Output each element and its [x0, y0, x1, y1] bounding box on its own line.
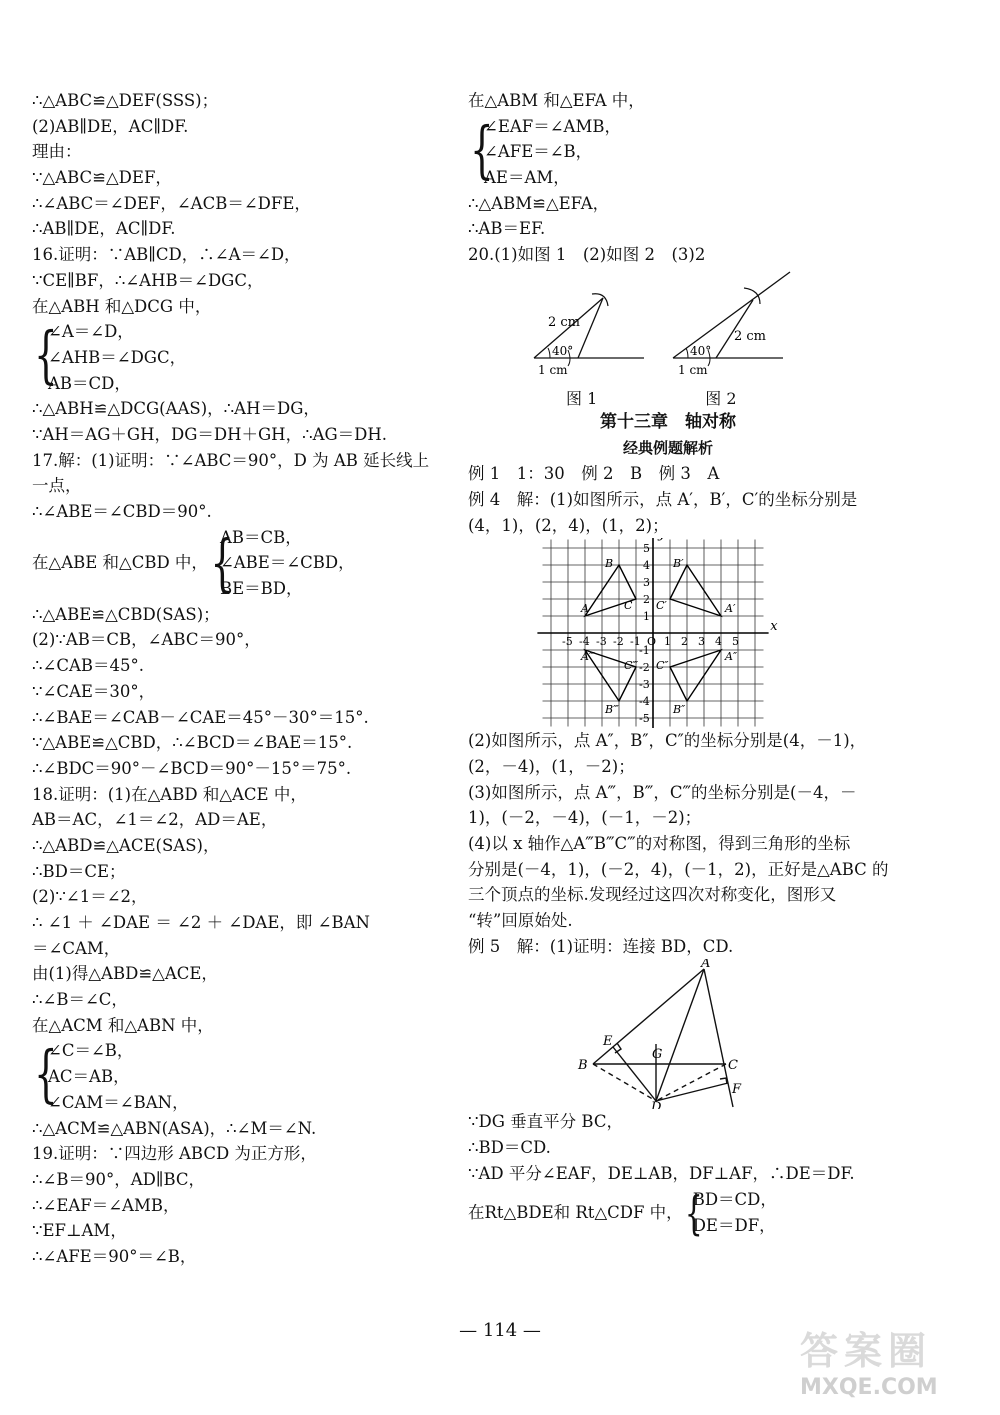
construction-figures-svg — [468, 268, 868, 388]
text-line: ∴△ACM≌△ABN(ASA)，∴∠M＝∠N. — [32, 1118, 317, 1138]
point-label: B‴ — [605, 703, 619, 717]
text-line: ∵AD 平分∠EAF，DE⊥AB，DF⊥AF，∴DE＝DF. — [468, 1163, 855, 1183]
point-label: A′ — [725, 602, 736, 616]
figure-1 — [534, 294, 644, 377]
text-line: AB＝AC，∠1＝∠2，AD＝AE， — [32, 810, 278, 830]
x-tick-label: -5 — [562, 635, 573, 649]
text-line: ∴∠B＝90°，AD∥BC， — [32, 1169, 206, 1189]
point-label: C′ — [656, 599, 667, 613]
text-line: 19.证明：∵四边形 ABCD 为正方形， — [32, 1144, 317, 1164]
y-tick-label: -3 — [639, 678, 650, 692]
text-line: ∴∠EAF＝∠AMB， — [32, 1195, 180, 1215]
geo-label-E: E — [603, 1034, 613, 1050]
text-line: ∴∠ABE＝∠CBD＝90°. — [32, 502, 212, 521]
text-line: 三个顶点的坐标.发现经过这四次对称变化，图形又 — [468, 885, 837, 905]
point-label: C — [624, 599, 633, 613]
text-line: 18.证明：(1)在△ABD 和△ACE 中， — [32, 784, 307, 804]
geo-label-C: C — [728, 1058, 738, 1074]
x-tick-label: 2 — [681, 635, 688, 649]
watermark-top: 答案圈 — [800, 1329, 933, 1373]
y-tick-label: -2 — [639, 661, 650, 675]
page-number: — 114 — — [459, 1320, 541, 1341]
brace-line: ∠AFE＝∠B， — [484, 142, 593, 162]
brace-prefix: 在△ABE 和△CBD 中， — [32, 553, 208, 573]
y-tick-label: 5 — [643, 542, 650, 556]
x-tick-label: -3 — [596, 635, 607, 649]
geometry-figure — [468, 959, 868, 1109]
point-label: C‴ — [624, 659, 639, 673]
point-label: A‴ — [581, 650, 595, 664]
x-tick-label: 3 — [698, 635, 705, 649]
watermark-bottom: MXQE.COM — [800, 1375, 938, 1400]
brace-line: ∠EAF＝∠AMB， — [484, 116, 621, 136]
text-line: 在△ABM 和△EFA 中， — [468, 91, 645, 110]
geo-label-B: B — [578, 1058, 588, 1074]
left-column — [32, 88, 452, 1270]
point-label: B — [605, 557, 614, 571]
fig1-base-label: 1 cm — [538, 362, 568, 377]
y-axis-label — [657, 538, 666, 542]
y-tick-label: 4 — [643, 559, 650, 573]
text-line: 例 5 解：(1)证明：连接 BD，CD. — [468, 936, 734, 956]
y-tick-label: 3 — [643, 576, 650, 590]
text-line: 1)，(－2，－4)，(－1，－2)； — [468, 808, 702, 828]
brace-line: DE＝DF， — [692, 1215, 776, 1235]
text-line: 17.解：(1)证明：∵∠ABC＝90°，D 为 AB 延长线上 — [32, 450, 430, 470]
y-tick-label: 2 — [643, 593, 650, 607]
text-line: ∵∠CAE＝30°， — [32, 681, 156, 701]
text-line: ∴BD＝CD. — [468, 1138, 551, 1158]
x-tick-label: -4 — [579, 635, 590, 649]
text-line: (2)∵AB＝CB，∠ABC＝90°， — [32, 630, 261, 650]
text-line: ∵△ABE≌△CBD，∴∠BCD＝∠BAE＝15°. — [32, 733, 353, 753]
text-line: (2，－4)，(1，－2)； — [468, 756, 635, 776]
fig1-side-label: 2 cm — [548, 314, 581, 330]
point-label: B′ — [673, 557, 684, 571]
text-line: 例 4 解：(1)如图所示，点 A′，B′，C′的坐标分别是 — [468, 489, 858, 509]
text-line: ∴BD＝CE； — [32, 861, 126, 881]
x-tick-label: 4 — [715, 635, 722, 649]
fig2-angle-label: 40° — [690, 343, 712, 358]
text-line: ∴∠BAE＝∠CAB－∠CAE＝45°－30°＝15°. — [32, 707, 369, 727]
brace-system-r1: { ∠EAF＝∠AMB， ∠AFE＝∠B， AE＝AM， — [468, 114, 868, 191]
brace-system-3: { ∠C＝∠B， AC＝AB， ∠CAM＝∠BAN， — [32, 1038, 452, 1115]
brace-system-1: { ∠A＝∠D， ∠AHB＝∠DGC， AB＝CD， — [32, 319, 452, 396]
text-line: (3)如图所示，点 A‴，B‴，C‴的坐标分别是(－4，－ — [468, 782, 857, 802]
text-line: 例 1 1：30 例 2 B 例 3 A — [468, 464, 720, 484]
y-tick-label: 1 — [643, 610, 650, 624]
brace-prefix: 在Rt△BDE和 Rt△CDF 中， — [468, 1202, 683, 1222]
section-title: 经典例题解析 — [622, 438, 713, 457]
text-line: (2)如图所示，点 A″，B″，C″的坐标分别是(4，－1)， — [468, 731, 867, 751]
construction-figures — [468, 268, 868, 388]
fig2-caption: 图 2 — [705, 388, 737, 408]
brace-line: AE＝AM， — [484, 168, 570, 188]
x-tick-label: 5 — [732, 635, 739, 649]
text-line: ∴AB＝EF. — [468, 219, 546, 239]
text-line: ∴△ABE≌△CBD(SAS)； — [32, 604, 220, 624]
geo-label-D: D — [651, 1100, 662, 1110]
text-line: ∵CE∥BF，∴∠AHB＝∠DGC， — [32, 270, 264, 290]
x-tick-label: -1 — [630, 635, 641, 649]
brace-line: ∠A＝∠D， — [48, 322, 134, 342]
text-line: ∴∠BDC＝90°－∠BCD＝90°－15°＝75°. — [32, 758, 352, 778]
text-line: ∵AH＝AG＋GH，DG＝DH＋GH，∴AG＝DH. — [32, 424, 388, 444]
text-line: 16.证明：∵AB∥CD，∴∠A＝∠D， — [32, 245, 301, 265]
fig2-base-label: 1 cm — [678, 362, 708, 377]
text-line: 分别是(－4，1)，(－2，4)，(－1，2)，正好是△ABC 的 — [468, 859, 889, 879]
text-line: ∴△ABC≌△DEF(SSS)； — [32, 91, 219, 110]
text-line: ∴△ABM≌△EFA， — [468, 193, 610, 213]
text-line: 由(1)得△ABD≌△ACE， — [32, 964, 218, 984]
text-line: ∴∠B＝∠C， — [32, 990, 128, 1010]
text-line: (4，1)，(2，4)，(1，2)； — [468, 515, 669, 535]
y-tick-label: -4 — [639, 695, 650, 709]
right-column — [468, 88, 889, 1240]
coordinate-grid-svg — [468, 538, 868, 728]
text-line: ∴△ABD≌△ACE(SAS)， — [32, 835, 220, 855]
point-label: A — [581, 602, 589, 616]
text-line: (2)AB∥DE，AC∥DF. — [32, 116, 189, 136]
geometry-svg — [468, 959, 868, 1109]
brace-line: ∠ABE＝∠CBD， — [219, 553, 355, 573]
fig1-angle-label: 40° — [552, 343, 574, 358]
text-line: ∵DG 垂直平分 BC， — [468, 1112, 623, 1132]
text-line: ∴△ABH≌△DCG(AAS)，∴AH＝DG， — [32, 399, 320, 419]
brace-line: AC＝AB， — [48, 1067, 130, 1087]
x-tick-label: O — [647, 635, 657, 649]
brace-system-2: 在△ABE 和△CBD 中， { AB＝CB， ∠ABE＝∠CBD， BE＝BD， — [32, 525, 452, 602]
watermark-logo — [800, 1320, 980, 1400]
text-line: 在△ACM 和△ABN 中， — [32, 1015, 214, 1035]
point-label: B″ — [673, 703, 686, 717]
text-line: ＝∠CAM， — [32, 938, 121, 958]
text-line: ∵EF⊥AM， — [32, 1221, 127, 1241]
fig1-caption: 图 1 — [566, 388, 598, 408]
text-line: ∵△ABC≌△DEF， — [32, 168, 172, 188]
y-tick-label: -1 — [639, 644, 650, 658]
brace-line: ∠AHB＝∠DGC， — [48, 347, 187, 367]
point-label: C″ — [656, 659, 669, 673]
brace-system-r2: 在Rt△BDE和 Rt△CDF 中， { BD＝CD， DE＝DF， — [468, 1185, 777, 1240]
text-line: ∴∠CAB＝45°. — [32, 656, 144, 676]
figure-2 — [673, 272, 790, 377]
x-axis-label: x — [770, 619, 778, 635]
geo-label-G: G — [652, 1047, 663, 1063]
chapter-title: 第十三章 轴对称 — [600, 411, 736, 432]
text-line: “转”回原始处. — [468, 911, 573, 931]
x-tick-label: 1 — [664, 635, 671, 649]
brace-line: ∠CAM＝∠BAN， — [48, 1092, 189, 1112]
brace-line: BE＝BD， — [219, 579, 303, 599]
geo-label-F: F — [732, 1082, 742, 1098]
brace-line: ∠C＝∠B， — [48, 1041, 134, 1061]
brace-line: BD＝CD， — [692, 1189, 777, 1209]
fig2-side-label: 2 cm — [734, 328, 767, 344]
text-line: ∴ ∠1 ＋ ∠DAE ＝ ∠2 ＋ ∠DAE，即 ∠BAN — [32, 913, 370, 932]
text-line: 在△ABH 和△DCG 中， — [32, 296, 212, 316]
triangle — [670, 565, 721, 616]
text-line: ∴AB∥DE，AC∥DF. — [32, 219, 176, 239]
brace-line: AB＝CD， — [48, 373, 131, 393]
text-line: 20.(1)如图 1 (2)如图 2 (3)2 — [468, 245, 706, 265]
text-line: ∴∠AFE＝90°＝∠B， — [32, 1246, 197, 1266]
point-label: A″ — [725, 650, 738, 664]
coordinate-grid-figure — [468, 538, 868, 728]
y-tick-label: -5 — [639, 712, 650, 726]
triangle — [670, 650, 721, 701]
text-line: ∴∠ABC＝∠DEF，∠ACB＝∠DFE， — [32, 193, 311, 213]
x-tick-label: -2 — [613, 635, 624, 649]
text-line: (4)以 x 轴作△A‴B‴C‴的对称图，得到三角形的坐标 — [468, 834, 851, 853]
text-line: 一点， — [32, 476, 82, 496]
text-line: 理由： — [32, 142, 82, 162]
brace-line: AB＝CB， — [219, 527, 302, 547]
text-line: (2)∵∠1＝∠2， — [32, 887, 148, 907]
geo-label-A: A — [701, 959, 711, 972]
